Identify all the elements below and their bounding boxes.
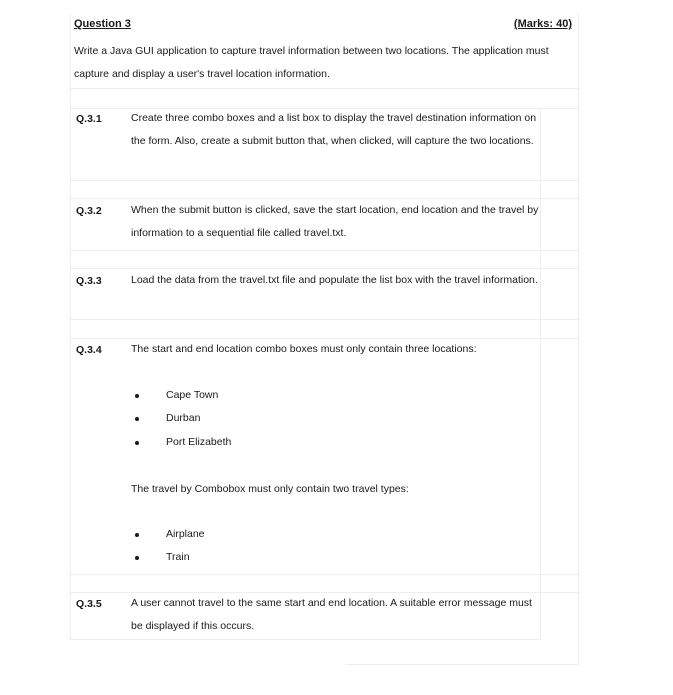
question-intro: Write a Java GUI application to capture travel information between two locations. The application must capture and display a user's travel location information. [74,45,549,80]
list-item [131,407,231,430]
question-text: Create three combo boxes and a list box to display the travel destination information on the form. Also, create a submit button that, when clicked, will capture the two locations. [131,112,537,147]
question-text: Load the data from the travel.txt file and populate the list box with the travel information. [131,274,538,286]
row-divider [70,180,578,181]
question-text: The start and end location combo boxes must only contain three locations: [131,343,477,355]
location-option: Port Elizabeth [166,435,232,448]
bullet-icon [135,417,139,421]
row-divider [70,250,578,251]
travel-type-option: Airplane [166,528,205,540]
bullet-icon [135,441,139,445]
question-number: Q.3.1 [76,113,102,125]
location-list [131,384,231,454]
list-item [131,431,231,454]
bullet-icon [135,394,139,398]
location-option: Cape Town [166,389,219,401]
question-number: Q.3.2 [76,205,102,217]
row-divider [70,319,578,320]
row-divider [345,664,578,665]
question-text: When the submit button is clicked, save the start location, end location and the travel by information to a sequential file called travel.txt. [131,204,539,239]
table-border-right [578,14,579,664]
question-number: Q.3.5 [76,598,102,610]
question-header [74,18,572,34]
table-column-divider [540,108,541,639]
row-divider [70,574,578,575]
marks-label: (Marks: 40) [513,18,572,30]
row-divider [70,88,578,89]
bullet-icon [135,533,139,537]
list-item [131,546,205,569]
travel-type-list [131,523,205,570]
question-text: A user cannot travel to the same start and end location. A suitable error message must be displayed if this occurs. [131,597,532,632]
question-number: Q.3.3 [76,275,102,287]
question-subtext: The travel by Combobox must only contain two travel types: [131,483,409,495]
question-title: Question 3 [74,18,131,30]
list-item [131,384,231,407]
list-item [131,523,205,546]
bullet-icon [135,556,139,560]
row-divider [70,639,540,640]
question-number: Q.3.4 [76,344,102,356]
travel-type-option: Train [166,551,190,564]
location-option: Durban [166,412,201,425]
